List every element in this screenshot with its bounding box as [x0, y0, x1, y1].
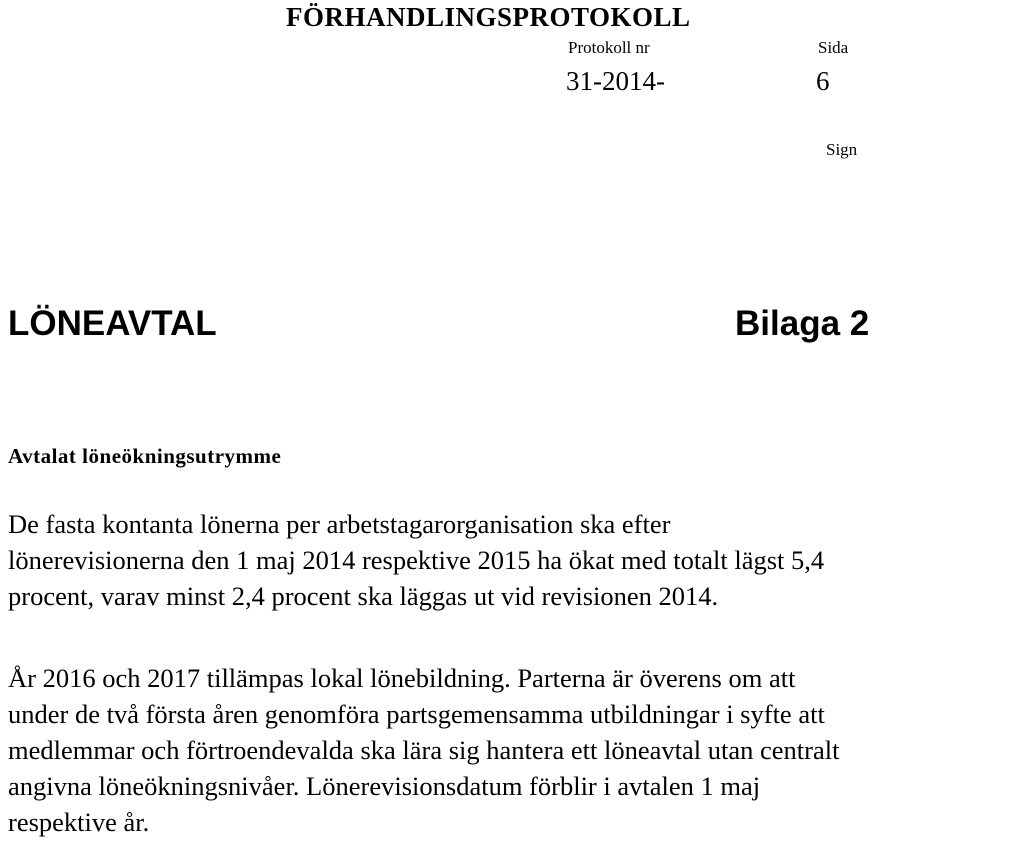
paragraph-line: De fasta kontanta lönerna per arbetstagarorganisation ska efter: [8, 509, 671, 539]
protocol-header-title: FÖRHANDLINGSPROTOKOLL: [286, 2, 691, 32]
paragraph-line: respektive år.: [8, 807, 150, 837]
document-title: LÖNEAVTAL: [8, 304, 217, 343]
protocol-number-value: 31-2014-: [566, 66, 665, 96]
paragraph-line: angivna löneökningsnivåer. Lönerevisionsdatum förblir i avtalen 1 maj: [8, 771, 761, 801]
page-number-value: 6: [816, 66, 830, 96]
protocol-number-label: Protokoll nr: [568, 38, 650, 57]
paragraph-line: År 2016 och 2017 tillämpas lokal lönebildning. Parterna är överens om att: [8, 663, 796, 693]
paragraph-line: under de två första åren genomföra partsgemensamma utbildningar i syfte att: [8, 699, 825, 729]
paragraph-2: [8, 660, 1018, 840]
page-label: Sida: [818, 38, 849, 57]
paragraph-line: lönerevisionerna den 1 maj 2014 respektive 2015 ha ökat med totalt lägst 5,4: [8, 545, 825, 575]
sign-label: Sign: [826, 140, 858, 159]
paragraph-1: [8, 506, 1018, 614]
paragraph-line: procent, varav minst 2,4 procent ska läggas ut vid revisionen 2014.: [8, 581, 719, 611]
appendix-label: Bilaga 2: [735, 304, 870, 343]
section-heading: Avtalat löneökningsutrymme: [8, 444, 282, 468]
paragraph-line: medlemmar och förtroendevalda ska lära sig hantera ett löneavtal utan centralt: [8, 735, 840, 765]
